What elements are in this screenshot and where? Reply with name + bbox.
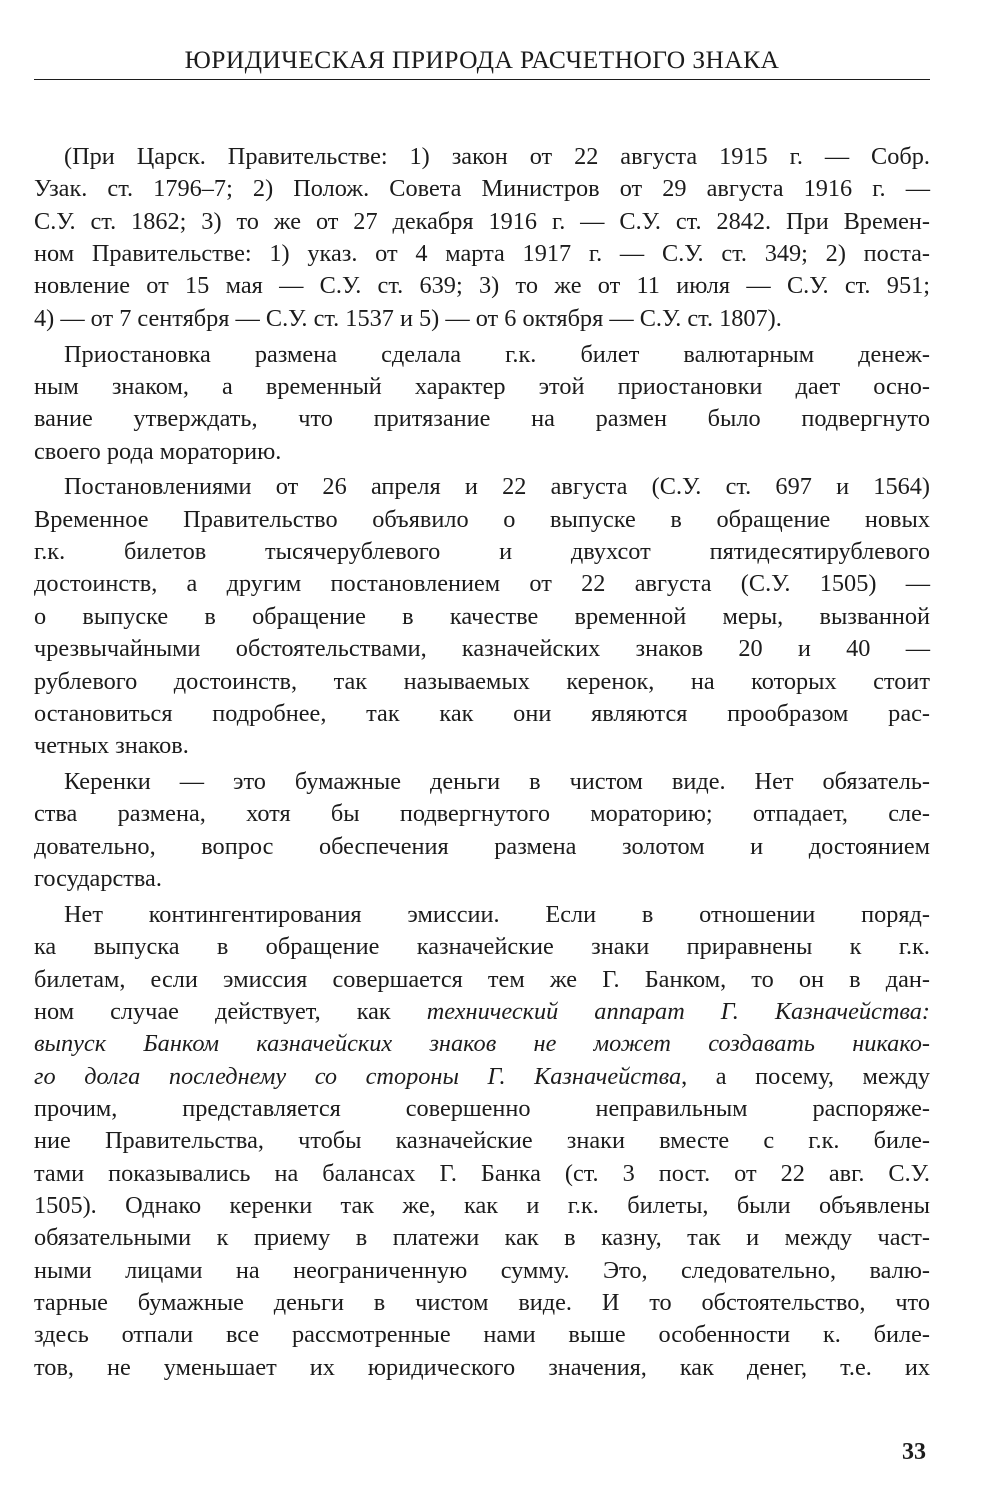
running-head: ЮРИДИЧЕСКАЯ ПРИРОДА РАСЧЕТНОГО ЗНАКА bbox=[184, 45, 780, 74]
book-page bbox=[34, 0, 930, 1510]
text-line: Постановлениями от 26 апреля и 22 августа (С.У. ст. 697 и 1564) bbox=[64, 473, 930, 501]
text-line: ние Правительства, чтобы казначейские знаки вместе с г.к. биле- bbox=[34, 1127, 930, 1155]
text-line: ным знаком, а временный характер этой приостановки дает осно- bbox=[34, 372, 930, 400]
text-line bbox=[34, 1061, 930, 1093]
text-line: о выпуске в обращение в качестве временной меры, вызванной bbox=[34, 602, 930, 630]
text-line: тов, не уменьшает их юридического значения, как денег, т.е. их bbox=[34, 1353, 930, 1381]
text-line bbox=[34, 996, 930, 1028]
text-line: достоинств, а другим постановлением от 22 августа (С.У. 1505) — bbox=[34, 570, 930, 598]
text-line: Временное Правительство объявило о выпуске в обращение новых bbox=[34, 505, 930, 533]
paragraph bbox=[34, 899, 930, 1384]
text-line bbox=[34, 1028, 930, 1060]
paragraph bbox=[34, 141, 930, 335]
paragraph bbox=[34, 471, 930, 762]
text-line: г.к. билетов тысячерублевого и двухсот пятидесятирублевого bbox=[34, 538, 930, 566]
text-line: здесь отпали все рассмотренные нами выше особенности к. биле- bbox=[34, 1321, 930, 1349]
text-line: (При Царск. Правительстве: 1) закон от 22 августа 1915 г. — Собр. bbox=[64, 143, 930, 170]
text-line: билетам, если эмиссия совершается тем же Г. Банком, то он в дан- bbox=[34, 965, 930, 993]
text-line: 4) — от 7 сентября — С.У. ст. 1537 и 5) — от 6 октября — С.У. ст. 1807). bbox=[34, 304, 782, 332]
text-fragment: , а посему, между bbox=[681, 1062, 931, 1090]
text-line: обязательными к приему в платежи как в казну, так и между част- bbox=[34, 1224, 930, 1252]
text-line: прочим, представляется совершенно неправильным распоряже- bbox=[34, 1094, 930, 1122]
text-line: вание утверждать, что притязание на размен было подвергнуто bbox=[34, 405, 930, 433]
text-line: ка выпуска в обращение казначейские знаки приравнены к г.к. bbox=[34, 933, 930, 961]
italic-text: выпуск Банком казначейских знаков не может создавать никако- bbox=[34, 1030, 930, 1058]
italic-text: технический аппарат Г. Казначейства: bbox=[426, 997, 931, 1025]
paragraph bbox=[34, 766, 930, 895]
page-number: 33 bbox=[902, 1439, 926, 1465]
text-line: Приостановка размена сделала г.к. билет валютарным денеж- bbox=[64, 340, 930, 368]
text-line: Керенки — это бумажные деньги в чистом виде. Нет обязатель- bbox=[64, 768, 930, 796]
text-line: тами показывались на балансах Г. Банка (ст. 3 пост. от 22 авг. С.У. bbox=[34, 1159, 930, 1187]
text-line: ном Правительстве: 1) указ. от 4 марта 1917 г. — С.У. ст. 349; 2) поста- bbox=[34, 240, 930, 268]
paragraph bbox=[34, 339, 930, 468]
text-line: четных знаков. bbox=[34, 732, 189, 760]
text-line: 1505). Однако керенки так же, как и г.к. билеты, были объявлены bbox=[34, 1192, 930, 1219]
text-line: своего рода мораторию. bbox=[34, 437, 282, 465]
text-line: новление от 15 мая — С.У. ст. 639; 3) то же от 11 июля — С.У. ст. 951; bbox=[34, 272, 930, 300]
text-line: государства. bbox=[34, 865, 162, 893]
text-line: довательно, вопрос обеспечения размена золотом и достоянием bbox=[34, 832, 930, 860]
text-line: Узак. ст. 1796–7; 2) Полож. Совета Министров от 29 августа 1916 г. — bbox=[34, 175, 930, 203]
text-fragment: ном случае действует, как bbox=[34, 997, 427, 1025]
italic-text: го долга последнему со стороны Г. Казначейства bbox=[34, 1062, 682, 1090]
body-text bbox=[34, 141, 930, 1384]
text-line: Нет контингентирования эмиссии. Если в отношении поряд- bbox=[64, 900, 930, 928]
text-line: остановиться подробнее, так как они являются прообразом рас- bbox=[34, 699, 930, 727]
text-line: рублевого достоинств, так называемых керенок, на которых стоит bbox=[34, 667, 930, 695]
text-line: тарные бумажные деньги в чистом виде. И то обстоятельство, что bbox=[34, 1289, 930, 1317]
text-line: ства размена, хотя бы подвергнутого мораторию; отпадает, сле- bbox=[34, 800, 930, 828]
text-line: С.У. ст. 1862; 3) то же от 27 декабря 1916 г. — С.У. ст. 2842. При Времен- bbox=[34, 207, 930, 235]
text-line: чрезвычайными обстоятельствами, казначейских знаков 20 и 40 — bbox=[34, 635, 930, 663]
text-line: ными лицами на неограниченную сумму. Это, следовательно, валю- bbox=[34, 1256, 930, 1284]
header-rule bbox=[34, 79, 930, 80]
